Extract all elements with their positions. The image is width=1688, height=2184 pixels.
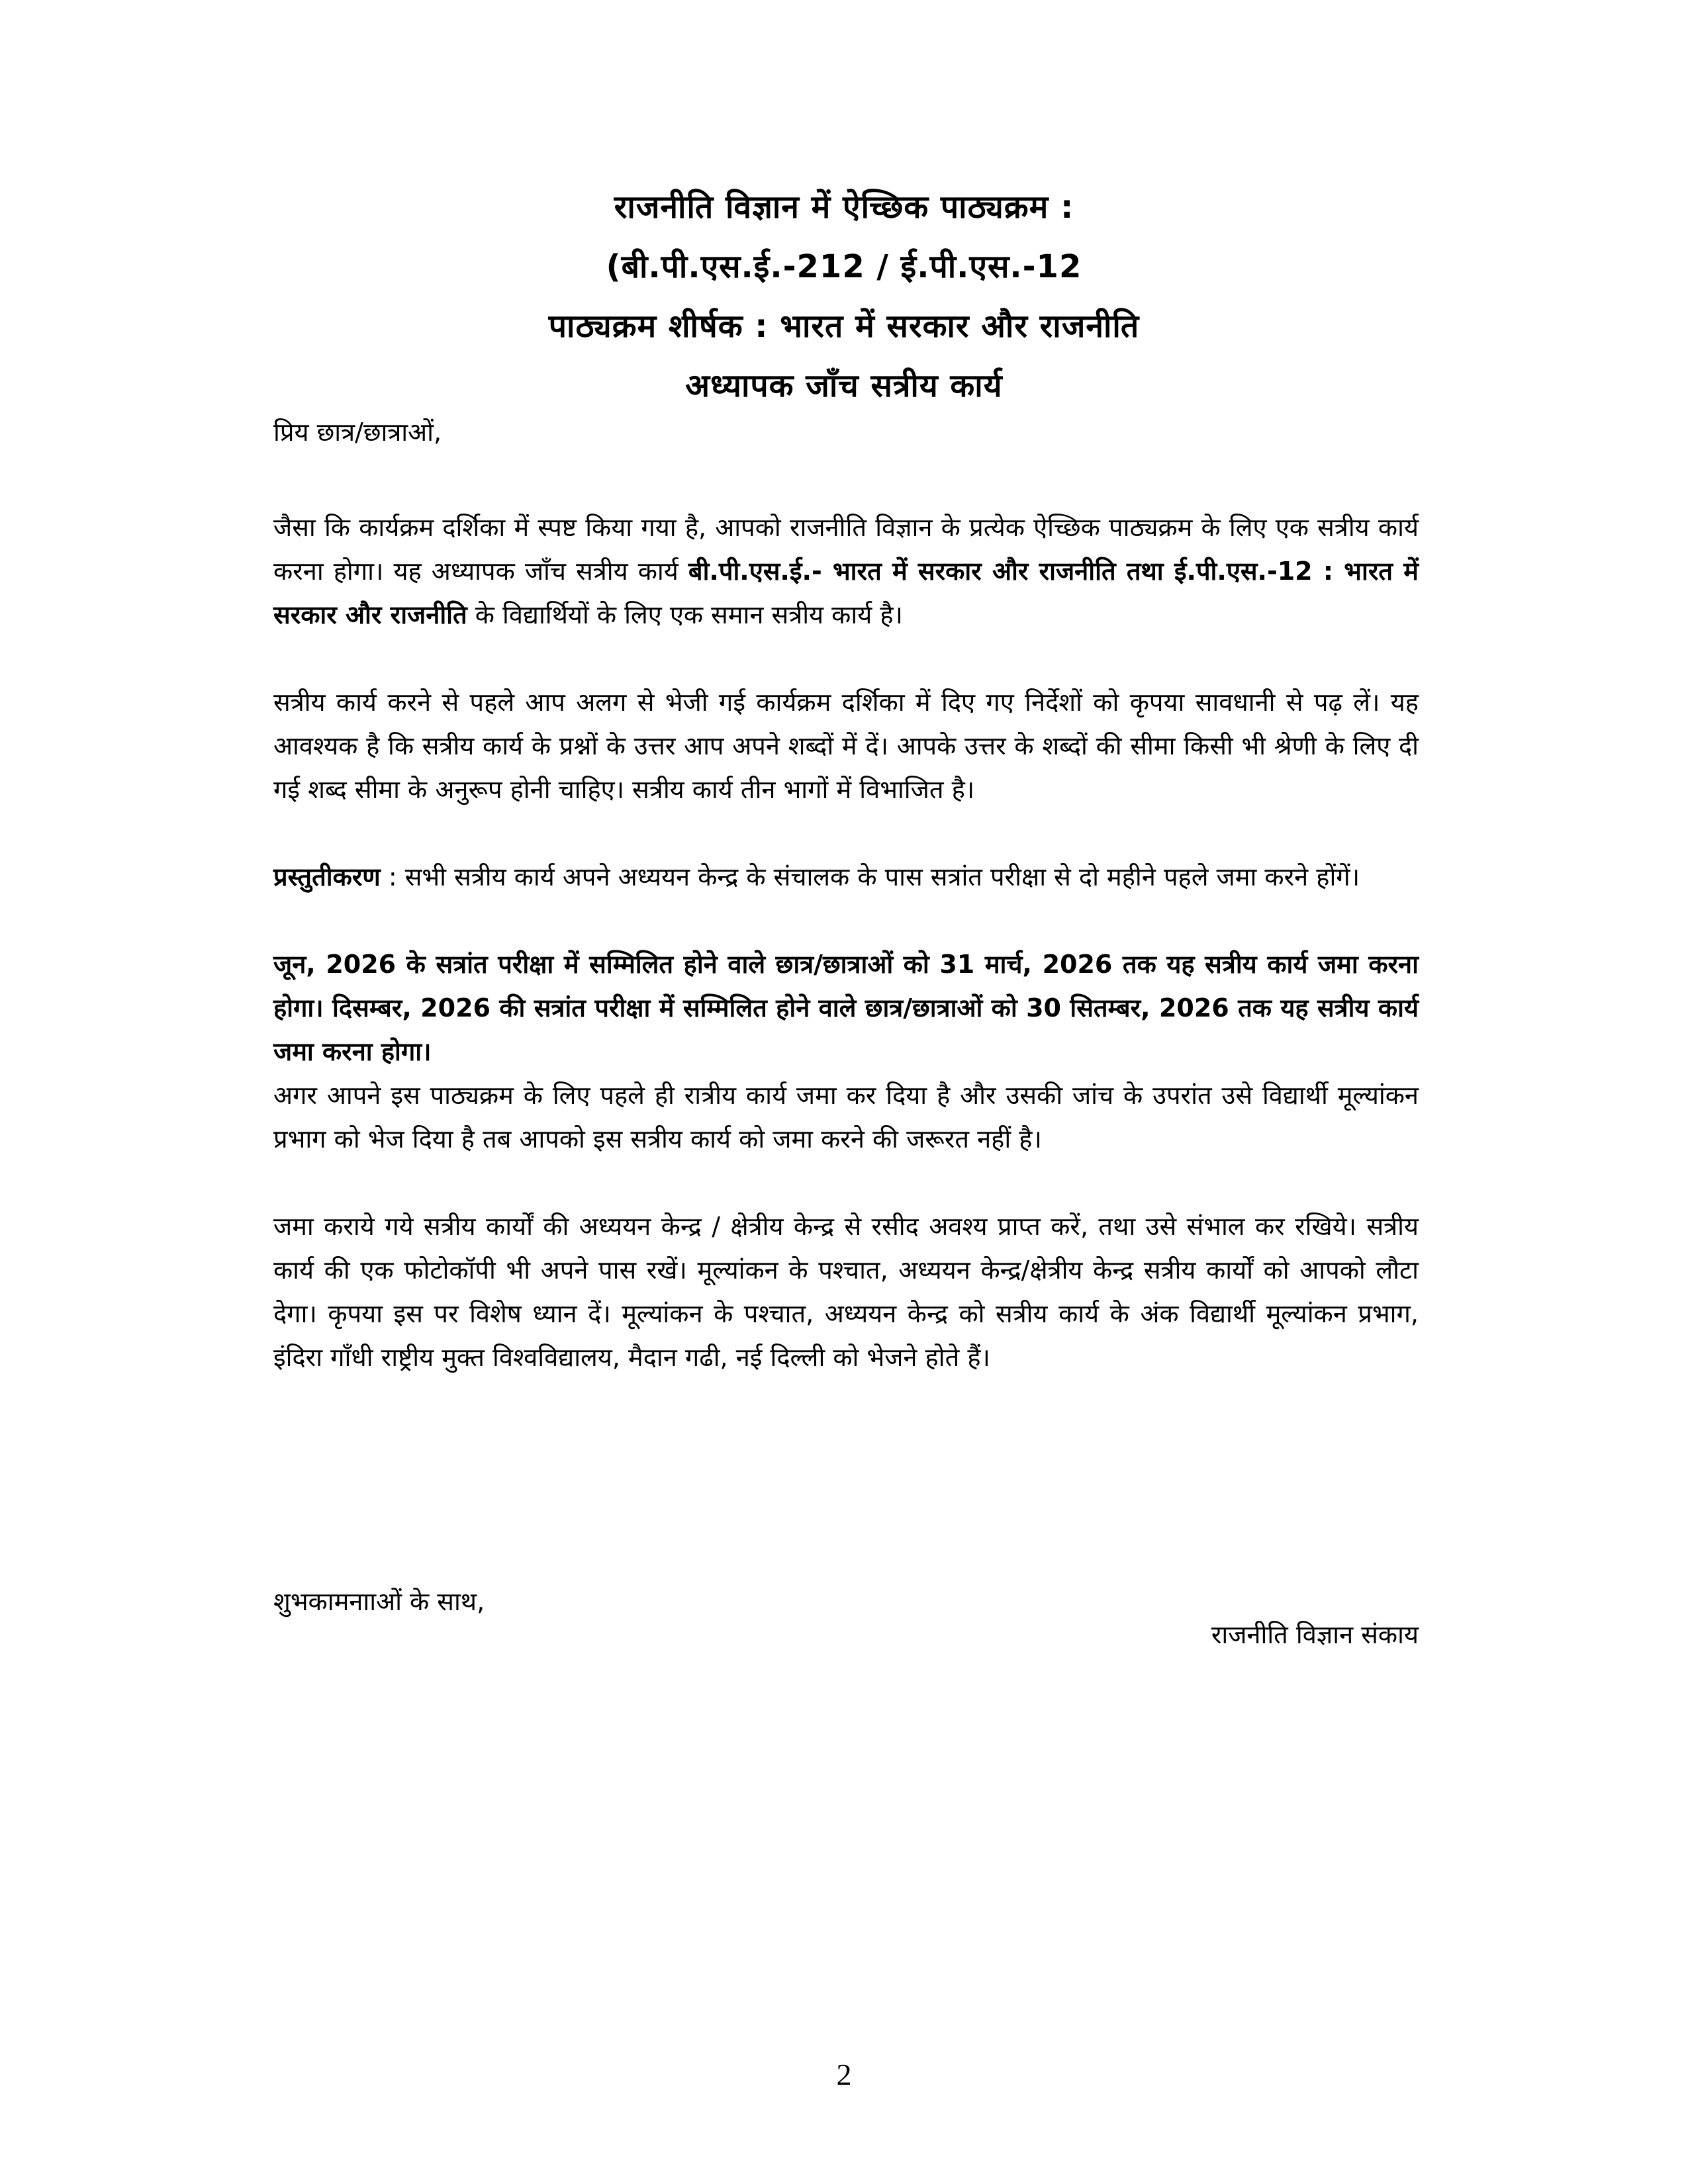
document-title-block	[0, 177, 1688, 416]
intro-text-a: जैसा कि कार्यक्रम दर्शिका में स्पष्ट किया गया है, आपको राजनीति विज्ञान के प्रत्येक ऐच्छिक पाठ्यक्रम के लिए एक सत्रीय कार्य करना होगा। यह अध्यापक जाँच सत्रीय कार्य	[273, 513, 1419, 586]
title-line-course-category: राजनीति विज्ञान में ऐच्छिक पाठ्यक्रम :	[614, 189, 1074, 226]
paragraph-submission	[273, 855, 1419, 899]
closing-greeting: शुभकामनााओं के साथ,	[273, 1587, 485, 1616]
paragraph-exemption: अगर आपने इस पाठ्यक्रम के लिए पहले ही रात्रीय कार्य जमा कर दिया है और उसकी जांच के उपरांत उसे विद्यार्थी मूल्यांकन प्रभाग को भेज दिया है तब आपको इस सत्रीय कार्य को जमा करने की जरूरत नहीं है।	[273, 1081, 1419, 1154]
paragraph-instructions: सत्रीय कार्य करने से पहले आप अलग से भेजी गई कार्यक्रम दर्शिका में दिए गए निर्देशों को कृपया सावधानी से पढ़ लें। यह आवश्यक है कि सत्रीय कार्य के प्रश्नों के उत्तर आप अपने शब्दों में दें। आपके उत्तर के शब्दों की सीमा किसी भी श्रेणी के लिए दी गई शब्द सीमा के अनुरूप होनी चाहिए। सत्रीय कार्य तीन भागों में विभाजित है।	[273, 688, 1419, 804]
page-number: 2	[836, 2058, 852, 2091]
title-line-course-title: पाठ्यक्रम शीर्षक : भारत में सरकार और राजनीति	[548, 308, 1140, 345]
paragraph-introduction	[273, 506, 1419, 637]
paragraph-deadlines: जून, 2026 के सत्रांत परीक्षा में सम्मिलित होने वाले छात्र/छात्राओं को 31 मार्च, 2026 तक यह सत्रीय कार्य जमा करना होगा। दिसम्बर, 2026 की सत्रांत परीक्षा में सम्मिलित होने वाले छात्र/छात्राओं को 30 सितम्बर, 2026 तक यह सत्रीय कार्य जमा करना होगा।	[273, 950, 1419, 1066]
intro-text-b: के विद्यार्थियों के लिए एक समान सत्रीय कार्य है।	[467, 600, 903, 629]
submission-text: : सभी सत्रीय कार्य अपने अध्ययन केन्द्र के संचालक के पास सत्रांत परीक्षा से दो महीने पहले जमा करने होंगें।	[380, 862, 1360, 891]
submission-label: प्रस्तुतीकरण	[273, 862, 381, 891]
intro-course-names: बी.पी.एस.ई.- भारत में सरकार और राजनीति तथा ई.पी.एस.-12 : भारत में सरकार और राजनीति	[273, 557, 1419, 629]
signature-faculty: राजनीति विज्ञान संकाय	[1211, 1620, 1419, 1649]
paragraph-receipt-evaluation: जमा कराये गये सत्रीय कार्यों की अध्ययन केन्द्र / क्षेत्रीय केन्द्र से रसीद अवश्य प्राप्त करें, तथा उसे संभाल कर रखिये। सत्रीय कार्य की एक फोटोकॉपी भी अपने पास रखें। मूल्यांकन के पश्चात, अध्ययन केन्द्र/क्षेत्रीय केन्द्र सत्रीय कार्यों को आपको लौटा देगा। कृपया इस पर विशेष ध्यान दें। मूल्यांकन के पश्चात, अध्ययन केन्द्र को सत्रीय कार्य के अंक विद्यार्थी मूल्यांकन प्रभाग, इंदिरा गाँधी राष्ट्रीय मुक्त विश्वविद्यालय, मैदान गढी, नई दिल्ली को भेजने होते हैं।	[273, 1212, 1419, 1372]
title-line-assignment-type: अध्यापक जाँच सत्रीय कार्य	[685, 367, 1003, 404]
salutation: प्रिय छात्र/छात्राओं,	[273, 418, 442, 447]
letter-body	[273, 410, 1419, 1379]
title-line-course-code: (बी.पी.एस.ई.-212 / ई.पी.एस.-12	[606, 248, 1082, 285]
